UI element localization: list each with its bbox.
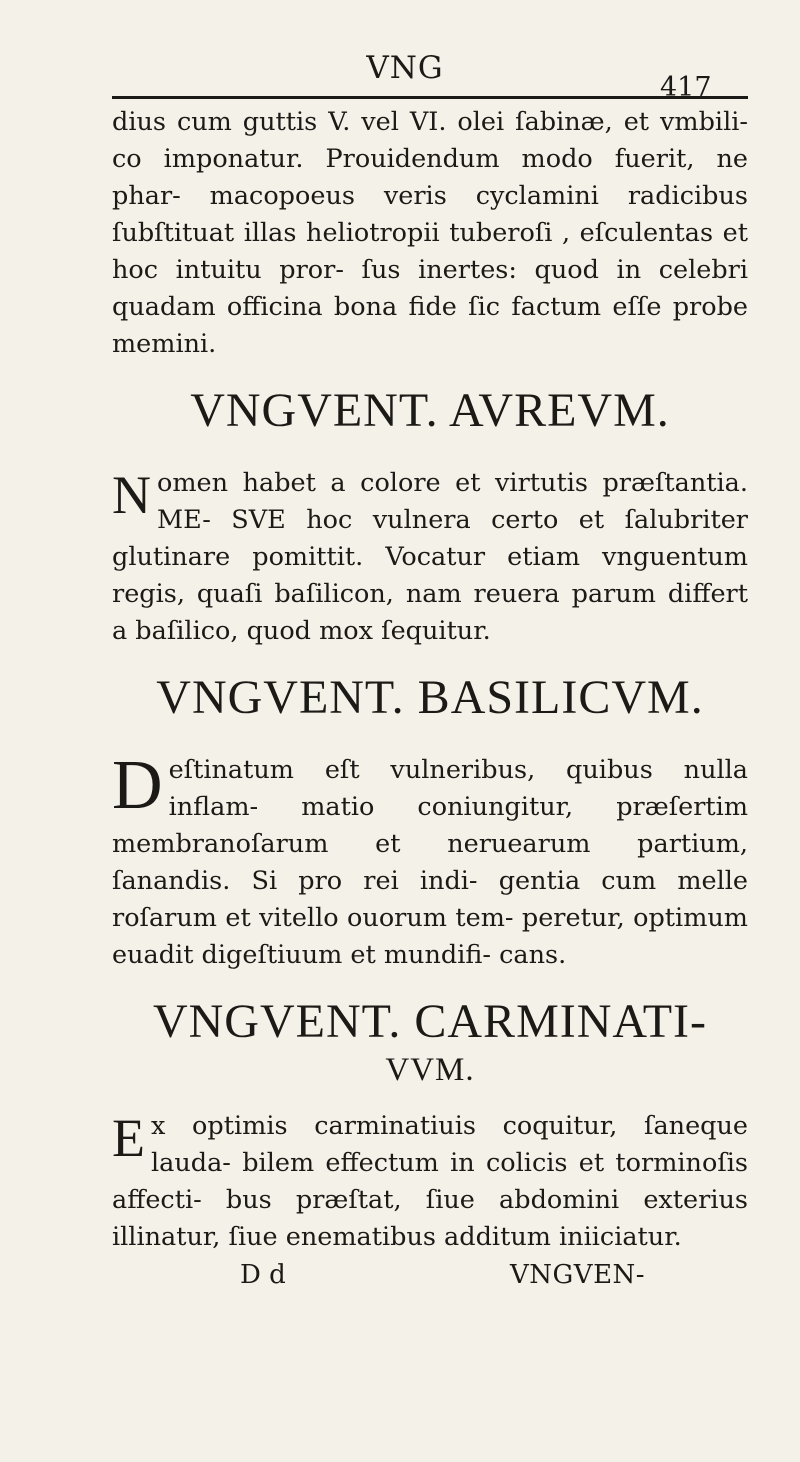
dropcap-d: D [112,747,163,824]
heading-line-1: VNGVENT. CARMINATI- [152,995,708,1048]
page-number: 417 [660,72,712,103]
dropcap-n: N [112,465,151,525]
paragraph-continuation: dius cum guttis V. vel VI. olei ſabinæ, et vmbili- co imponatur. Prouidendum modo fuerit, ne phar- macopoeus veris cyclamini radicibus ſubſtituat illas heliotropii tuberoſi , eſculentas et hoc intuitu pror- ſus inertes: quod in celebri quadam officina bona fide ſic factum eſſe probe memini. [112,107,748,359]
paragraph-text: omen habet a colore et virtutis præſtantia. ME- SVE hoc vulnera certo et ſalubriter glutinare pomittit. Vocatur etiam vnguentum regis, quaſi baſilicon, nam reuera parum differt a baſilico, quod mox ſequitur. [112,468,748,646]
paragraph-unguentum-aureum [112,465,748,650]
paragraph-text: eſtinatum eſt vulneribus, quibus nulla inflam- matio coniungitur, præſertim membranoſarum et neruearum partium, ſanandis. Si pro rei indi- gentia cum melle roſarum et vitello ouorum tem- peretur, optimum euadit digeſtiuum et mundifi- cans. [112,755,748,970]
dropcap-e: E [112,1108,145,1168]
heading-unguentum-carminativum [112,996,748,1092]
heading-unguentum-basilicum: VNGVENT. BASILICVM. [156,671,704,724]
paragraph-unguentum-carminativum [112,1108,748,1256]
paragraph-unguentum-basilicum [112,747,748,974]
catchword: VNGVEN- [510,1260,646,1290]
running-head [0,50,800,103]
paragraph-text: x optimis carminatiuis coquitur, ſaneque lauda- bilem effectum in colicis et torminoſis affecti- bus præſtat, ſiue abdomini exterius illinatur, ſiue enematibus additum iniiciatur. [112,1111,748,1252]
body-text [112,104,748,1300]
header-rule [112,96,748,99]
signature-mark: D d [240,1260,286,1290]
heading-unguentum-aureum: VNGVENT. AVREVM. [190,384,670,437]
running-title: VNG [366,50,444,86]
heading-line-2: VVM. [385,1052,475,1088]
footer-line [112,1260,748,1300]
